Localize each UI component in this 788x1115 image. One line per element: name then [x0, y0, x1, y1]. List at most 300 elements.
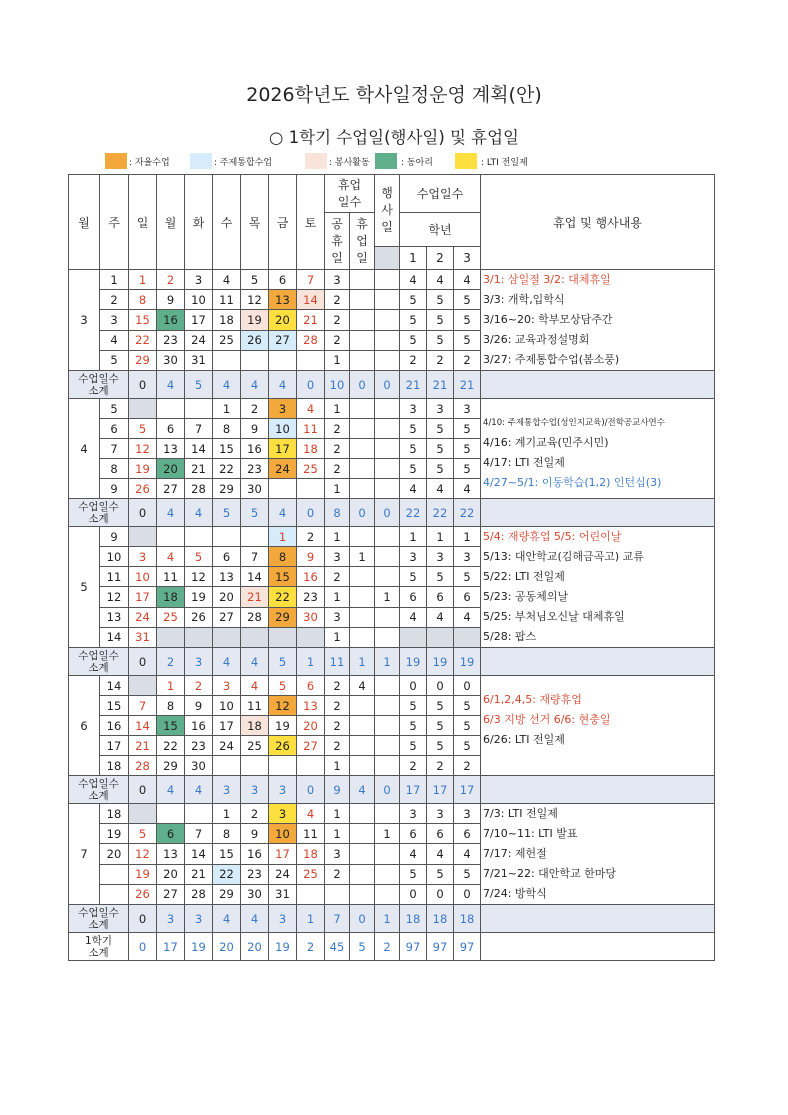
summary-label: 수업일수 소계 — [69, 371, 129, 399]
day-cell: 30 — [241, 884, 269, 904]
day-cell: 6 — [297, 676, 325, 696]
day-cell: 20 — [269, 310, 297, 330]
day-cell: 8 — [129, 290, 157, 310]
public-holiday-count: 3 — [325, 270, 350, 290]
grade-3-days: 6 — [454, 824, 481, 844]
grade-2-days: 5 — [427, 567, 454, 587]
legend-label-self-study: : 자율수업 — [129, 158, 170, 168]
day-cell: 30 — [241, 479, 269, 499]
summary-value: 1 — [375, 905, 400, 933]
grade-3-days: 2 — [454, 350, 481, 370]
day-cell: 8 — [157, 696, 185, 716]
grade-2-days: 5 — [427, 864, 454, 884]
event-line: 4/10: 주제통합수업(성인지교육)/전학공교사연수 — [483, 418, 665, 428]
event-line: 3/1: 삼일절 3/2: 대체휴일 — [483, 273, 611, 286]
event-day-count — [375, 804, 400, 824]
day-cell: 29 — [269, 607, 297, 627]
header-public-holiday: 공 휴 일 — [325, 213, 350, 270]
day-cell: 3 — [129, 547, 157, 567]
school-holiday-count: 4 — [350, 676, 375, 696]
summary-value: 5 — [185, 371, 213, 399]
day-cell: 24 — [129, 607, 157, 627]
grade-1-days: 6 — [400, 824, 427, 844]
summary-value: 3 — [241, 776, 269, 804]
day-cell: 2 — [241, 399, 269, 419]
summary-value: 22 — [427, 499, 454, 527]
summary-value: 3 — [269, 905, 297, 933]
summary-row — [69, 371, 715, 399]
public-holiday-count: 2 — [325, 676, 350, 696]
summary-value: 0 — [375, 776, 400, 804]
header-grade-2: 2 — [427, 247, 454, 270]
legend-label-lti: : LTI 전일제 — [481, 158, 528, 168]
semester-total-value: 2 — [297, 933, 325, 961]
summary-value: 0 — [297, 499, 325, 527]
grade-3-days: 5 — [454, 716, 481, 736]
day-cell: 23 — [241, 864, 269, 884]
day-cell: 16 — [157, 310, 185, 330]
day-cell: 17 — [185, 310, 213, 330]
day-cell: 15 — [213, 844, 241, 864]
day-cell: 24 — [269, 864, 297, 884]
header-grade: 학년 — [400, 213, 481, 247]
summary-value: 17 — [427, 776, 454, 804]
day-cell: 5 — [269, 676, 297, 696]
day-cell: 29 — [157, 756, 185, 776]
summary-value: 21 — [400, 371, 427, 399]
summary-value: 0 — [375, 499, 400, 527]
public-holiday-count: 3 — [325, 844, 350, 864]
header-month: 월 — [69, 175, 100, 270]
legend-swatch-volunteer — [305, 153, 327, 169]
header-week: 주 — [100, 175, 129, 270]
public-holiday-count: 1 — [325, 756, 350, 776]
event-line: 6/26: LTI 전일제 — [483, 733, 565, 746]
grade-1-days: 3 — [400, 547, 427, 567]
events-cell — [481, 399, 715, 499]
day-cell — [241, 350, 269, 370]
summary-value: 3 — [269, 776, 297, 804]
day-cell — [297, 884, 325, 904]
day-cell: 7 — [185, 824, 213, 844]
event-day-count — [375, 310, 400, 330]
legend-swatch-club — [375, 153, 397, 169]
day-cell: 19 — [241, 310, 269, 330]
grade-2-days: 5 — [427, 330, 454, 350]
day-cell — [157, 627, 185, 647]
legend-swatch-lti — [455, 153, 477, 169]
summary-value: 21 — [454, 371, 481, 399]
school-holiday-count — [350, 844, 375, 864]
header-event-day: 행 사 일 — [375, 175, 400, 247]
school-holiday-count — [350, 607, 375, 627]
grade-2-days: 5 — [427, 419, 454, 439]
summary-value: 19 — [454, 648, 481, 676]
grade-3-days: 4 — [454, 844, 481, 864]
day-cell: 16 — [241, 439, 269, 459]
day-cell: 17 — [269, 439, 297, 459]
day-cell: 8 — [269, 547, 297, 567]
grade-1-days: 5 — [400, 439, 427, 459]
summary-value: 19 — [400, 648, 427, 676]
day-cell: 9 — [185, 696, 213, 716]
event-day-count — [375, 716, 400, 736]
grade-2-days: 5 — [427, 736, 454, 756]
day-cell: 25 — [297, 459, 325, 479]
event-day-count — [375, 527, 400, 547]
grade-2-days: 3 — [427, 399, 454, 419]
day-cell: 27 — [269, 330, 297, 350]
summary-value: 10 — [325, 371, 350, 399]
public-holiday-count: 1 — [325, 350, 350, 370]
day-cell: 23 — [157, 330, 185, 350]
day-cell: 7 — [129, 696, 157, 716]
day-cell: 29 — [213, 479, 241, 499]
summary-value: 0 — [350, 905, 375, 933]
header-sat: 토 — [297, 175, 325, 270]
event-day-count — [375, 459, 400, 479]
header-wed: 수 — [213, 175, 241, 270]
header-event-day-blank — [375, 247, 400, 270]
day-cell: 30 — [157, 350, 185, 370]
school-holiday-count — [350, 459, 375, 479]
grade-1-days: 5 — [400, 736, 427, 756]
school-holiday-count: 1 — [350, 547, 375, 567]
day-cell: 18 — [213, 310, 241, 330]
day-cell — [213, 756, 241, 776]
summary-value: 4 — [213, 648, 241, 676]
week-number: 5 — [100, 350, 129, 370]
day-cell — [213, 350, 241, 370]
day-cell: 17 — [213, 716, 241, 736]
summary-value: 4 — [213, 905, 241, 933]
day-cell: 25 — [157, 607, 185, 627]
day-cell: 16 — [297, 567, 325, 587]
day-cell: 26 — [129, 884, 157, 904]
event-day-count: 1 — [375, 587, 400, 607]
legend-label-volunteer: : 봉사활동 — [329, 158, 370, 168]
day-cell: 19 — [129, 864, 157, 884]
grade-3-days: 0 — [454, 676, 481, 696]
summary-label: 수업일수 소계 — [69, 499, 129, 527]
event-day-count — [375, 756, 400, 776]
public-holiday-count: 1 — [325, 527, 350, 547]
day-cell: 15 — [157, 716, 185, 736]
week-number: 14 — [100, 676, 129, 696]
summary-value: 4 — [269, 499, 297, 527]
school-holiday-count — [350, 419, 375, 439]
public-holiday-count: 3 — [325, 607, 350, 627]
grade-1-days: 4 — [400, 607, 427, 627]
day-cell: 9 — [241, 824, 269, 844]
school-holiday-count — [350, 627, 375, 647]
day-cell: 21 — [185, 864, 213, 884]
day-cell: 21 — [185, 459, 213, 479]
header-sun: 일 — [129, 175, 157, 270]
day-cell: 4 — [157, 547, 185, 567]
week-row — [69, 270, 715, 290]
summary-label: 수업일수 소계 — [69, 776, 129, 804]
summary-value: 5 — [269, 648, 297, 676]
week-number: 18 — [100, 804, 129, 824]
day-cell: 11 — [297, 824, 325, 844]
day-cell: 3 — [269, 804, 297, 824]
grade-3-days: 5 — [454, 439, 481, 459]
events-cell — [481, 804, 715, 905]
event-line: 3/16~20: 학부모상담주간 — [483, 313, 613, 326]
public-holiday-count: 2 — [325, 310, 350, 330]
semester-total-value: 0 — [129, 933, 157, 961]
event-day-count — [375, 479, 400, 499]
day-cell: 5 — [129, 824, 157, 844]
grade-3-days: 5 — [454, 567, 481, 587]
day-cell: 28 — [241, 607, 269, 627]
public-holiday-count: 3 — [325, 547, 350, 567]
summary-value: 18 — [400, 905, 427, 933]
school-holiday-count — [350, 270, 375, 290]
day-cell: 31 — [185, 350, 213, 370]
day-cell: 8 — [213, 419, 241, 439]
grade-2-days: 5 — [427, 696, 454, 716]
day-cell — [157, 527, 185, 547]
public-holiday-count: 1 — [325, 399, 350, 419]
summary-value: 0 — [129, 371, 157, 399]
grade-1-days: 3 — [400, 804, 427, 824]
day-cell — [185, 627, 213, 647]
semester-total-label: 1학기 소계 — [69, 933, 129, 961]
event-day-count — [375, 399, 400, 419]
event-line: 7/21~22: 대안학교 한마당 — [483, 867, 617, 880]
school-holiday-count — [350, 864, 375, 884]
day-cell: 15 — [213, 439, 241, 459]
day-cell: 28 — [297, 330, 325, 350]
summary-value: 19 — [427, 648, 454, 676]
grade-3-days — [454, 627, 481, 647]
event-line: 7/24: 방학식 — [483, 887, 547, 900]
event-line: 5/22: LTI 전일제 — [483, 570, 565, 583]
day-cell: 16 — [241, 844, 269, 864]
semester-total-value: 20 — [241, 933, 269, 961]
day-cell — [129, 399, 157, 419]
week-number: 17 — [100, 736, 129, 756]
summary-value: 3 — [185, 905, 213, 933]
day-cell: 26 — [269, 736, 297, 756]
summary-value: 17 — [400, 776, 427, 804]
week-number: 10 — [100, 547, 129, 567]
month-cell: 5 — [69, 527, 100, 648]
grade-3-days: 5 — [454, 419, 481, 439]
day-cell: 13 — [157, 844, 185, 864]
day-cell: 6 — [269, 270, 297, 290]
grade-1-days: 4 — [400, 270, 427, 290]
summary-value: 11 — [325, 648, 350, 676]
day-cell: 19 — [185, 587, 213, 607]
grade-1-days: 5 — [400, 696, 427, 716]
day-cell — [269, 479, 297, 499]
day-cell: 10 — [129, 567, 157, 587]
event-day-count — [375, 864, 400, 884]
grade-3-days: 5 — [454, 864, 481, 884]
summary-value: 1 — [297, 905, 325, 933]
events-cell — [481, 676, 715, 776]
summary-value: 8 — [325, 499, 350, 527]
day-cell: 18 — [297, 439, 325, 459]
grade-3-days: 5 — [454, 330, 481, 350]
grade-3-days: 5 — [454, 459, 481, 479]
summary-value: 0 — [297, 371, 325, 399]
event-day-count — [375, 736, 400, 756]
day-cell: 24 — [269, 459, 297, 479]
week-number: 13 — [100, 607, 129, 627]
day-cell: 23 — [297, 587, 325, 607]
day-cell: 4 — [241, 676, 269, 696]
day-cell: 24 — [213, 736, 241, 756]
grade-2-days: 5 — [427, 310, 454, 330]
grade-2-days: 6 — [427, 824, 454, 844]
week-number: 9 — [100, 527, 129, 547]
day-cell — [297, 627, 325, 647]
day-cell: 27 — [157, 884, 185, 904]
legend-label-integrated: : 주제통합수업 — [214, 158, 273, 168]
grade-2-days: 1 — [427, 527, 454, 547]
day-cell: 4 — [297, 399, 325, 419]
summary-value: 22 — [454, 499, 481, 527]
summary-value: 2 — [157, 648, 185, 676]
week-number: 8 — [100, 459, 129, 479]
day-cell: 9 — [157, 290, 185, 310]
day-cell: 23 — [185, 736, 213, 756]
day-cell: 22 — [269, 587, 297, 607]
summary-events-blank — [481, 499, 715, 527]
grade-1-days: 5 — [400, 290, 427, 310]
day-cell: 2 — [297, 527, 325, 547]
event-line: 5/13: 대안학교(김해금곡고) 교류 — [483, 550, 644, 563]
school-holiday-count — [350, 587, 375, 607]
day-cell: 27 — [157, 479, 185, 499]
day-cell — [129, 527, 157, 547]
week-number: 18 — [100, 756, 129, 776]
day-cell: 29 — [129, 350, 157, 370]
day-cell — [129, 804, 157, 824]
grade-1-days: 4 — [400, 479, 427, 499]
school-holiday-count — [350, 527, 375, 547]
grade-3-days: 3 — [454, 547, 481, 567]
week-number: 9 — [100, 479, 129, 499]
legend-swatch-self-study — [105, 153, 127, 169]
week-number — [100, 884, 129, 904]
header-tue: 화 — [185, 175, 213, 270]
grade-3-days: 0 — [454, 884, 481, 904]
grade-2-days: 5 — [427, 716, 454, 736]
grade-2-days: 5 — [427, 290, 454, 310]
grade-3-days: 5 — [454, 290, 481, 310]
event-day-count — [375, 627, 400, 647]
public-holiday-count: 1 — [325, 587, 350, 607]
grade-1-days: 5 — [400, 330, 427, 350]
summary-value: 4 — [269, 371, 297, 399]
event-line: 7/10~11: LTI 발표 — [483, 827, 578, 840]
summary-value: 4 — [350, 776, 375, 804]
day-cell: 29 — [213, 884, 241, 904]
summary-events-blank — [481, 776, 715, 804]
event-line: 7/3: LTI 전일제 — [483, 807, 558, 820]
day-cell: 27 — [297, 736, 325, 756]
day-cell: 2 — [157, 270, 185, 290]
grade-3-days: 4 — [454, 607, 481, 627]
event-day-count — [375, 270, 400, 290]
school-holiday-count — [350, 824, 375, 844]
grade-2-days: 4 — [427, 844, 454, 864]
week-row — [69, 527, 715, 547]
day-cell: 3 — [269, 399, 297, 419]
day-cell: 30 — [297, 607, 325, 627]
week-number: 2 — [100, 290, 129, 310]
grade-1-days: 5 — [400, 459, 427, 479]
event-line: 5/25: 부처님오신날 대체휴일 — [483, 610, 625, 623]
day-cell: 6 — [157, 824, 185, 844]
grade-3-days: 5 — [454, 736, 481, 756]
day-cell: 20 — [297, 716, 325, 736]
day-cell — [241, 527, 269, 547]
semester-total-value: 20 — [213, 933, 241, 961]
header-class-days: 수업일수 — [400, 175, 481, 213]
summary-label: 수업일수 소계 — [69, 905, 129, 933]
day-cell: 19 — [269, 716, 297, 736]
day-cell: 11 — [241, 696, 269, 716]
summary-value: 7 — [325, 905, 350, 933]
header-grade-3: 3 — [454, 247, 481, 270]
grade-3-days: 1 — [454, 527, 481, 547]
grade-2-days: 2 — [427, 350, 454, 370]
day-cell: 3 — [213, 676, 241, 696]
grade-1-days: 3 — [400, 399, 427, 419]
school-holiday-count — [350, 310, 375, 330]
grade-1-days: 5 — [400, 419, 427, 439]
grade-1-days — [400, 627, 427, 647]
grade-3-days: 5 — [454, 696, 481, 716]
day-cell: 14 — [185, 439, 213, 459]
day-cell: 25 — [241, 736, 269, 756]
semester-total-value: 2 — [375, 933, 400, 961]
semester-total-value: 19 — [269, 933, 297, 961]
day-cell: 8 — [213, 824, 241, 844]
summary-value: 0 — [129, 499, 157, 527]
month-cell: 4 — [69, 399, 100, 499]
grade-1-days: 2 — [400, 350, 427, 370]
summary-value: 4 — [241, 648, 269, 676]
public-holiday-count: 2 — [325, 330, 350, 350]
public-holiday-count: 2 — [325, 419, 350, 439]
day-cell: 16 — [185, 716, 213, 736]
summary-row — [69, 905, 715, 933]
event-line: 5/4: 재량휴업 5/5: 어린이날 — [483, 530, 622, 543]
day-cell: 3 — [185, 270, 213, 290]
day-cell: 6 — [213, 547, 241, 567]
day-cell: 20 — [157, 459, 185, 479]
events-cell — [481, 527, 715, 648]
day-cell: 13 — [213, 567, 241, 587]
day-cell: 14 — [297, 290, 325, 310]
week-number: 11 — [100, 567, 129, 587]
day-cell: 1 — [129, 270, 157, 290]
public-holiday-count: 2 — [325, 459, 350, 479]
event-day-count — [375, 330, 400, 350]
week-row — [69, 804, 715, 824]
summary-value: 22 — [400, 499, 427, 527]
event-day-count — [375, 696, 400, 716]
week-number: 7 — [100, 439, 129, 459]
week-number: 15 — [100, 696, 129, 716]
